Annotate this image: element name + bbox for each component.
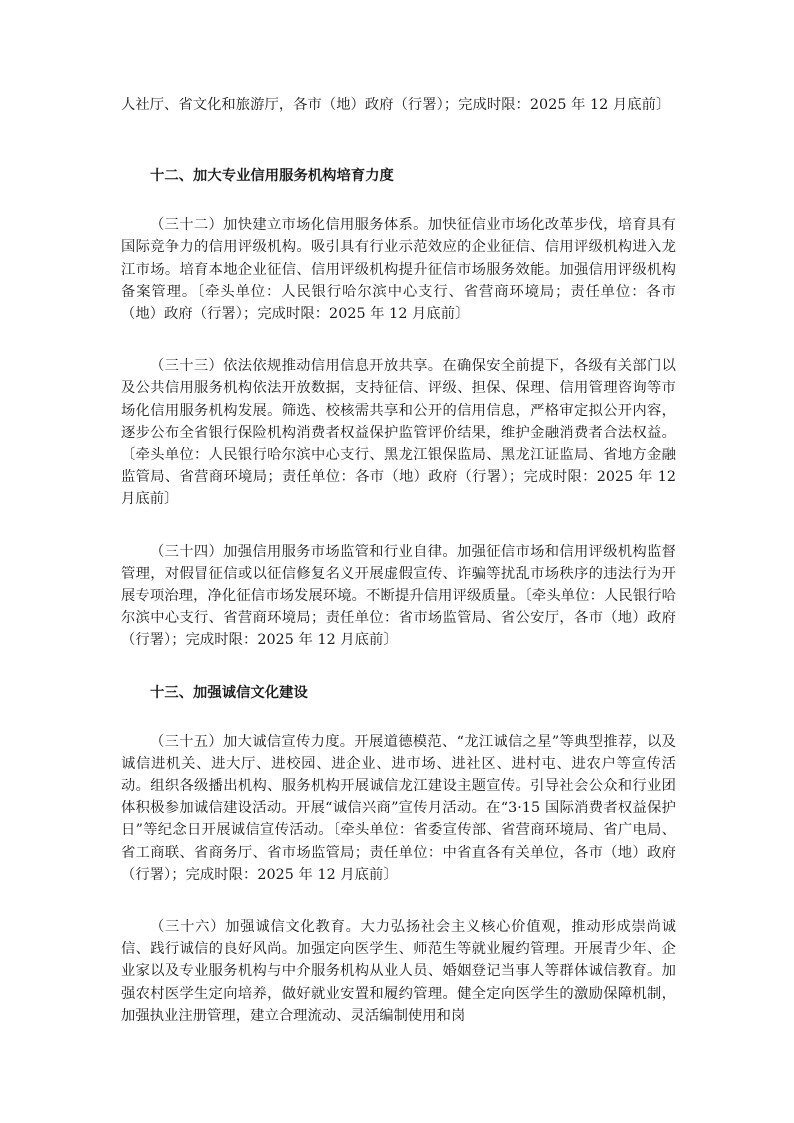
section-heading-12: 十二、加大专业信用服务机构培育力度	[150, 168, 394, 185]
paragraph-36: （三十六）加强诚信文化教育。大力弘扬社会主义核心价值观，推动形成崇尚诚信、践行诚信的良好风尚。加强定向医学生、师范生等就业履约管理。开展青少年、企业家以及专业服务机构与中介服务机构从业人员、婚姻登记当事人等群体诚信教育。加强农村医学生定向培养，做好就业安置和履约管理。健全定向医学生的激励保障机制，加强执业注册管理，建立合理流动、灵活编制使用和岗	[121, 919, 676, 1024]
continued-paragraph: 人社厅、省文化和旅游厅，各市（地）政府（行署）；完成时限：2025 年 12 月底前〕	[121, 97, 671, 113]
paragraph-34: （三十四）加强信用服务市场监管和行业自律。加强征信市场和信用评级机构监督管理，对假冒征信或以征信修复名义开展虚假宣传、诈骗等扰乱市场秩序的违法行为开展专项治理，净化征信市场发展环境。不断提升信用评级质量。〔牵头单位：人民银行哈尔滨中心支行、省营商环境局；责任单位：省市场监管局、省公安厅，各市（地）政府（行署）；完成时限：2025 年 12 月底前〕	[121, 543, 676, 649]
paragraph-32: （三十二）加快建立市场化信用服务体系。加快征信业市场化改革步伐，培育具有国际竞争力的信用评级机构。吸引具有行业示范效应的企业征信、信用评级机构进入龙江市场。培育本地企业征信、信用评级机构提升征信市场服务效能。加强信用评级机构备案管理。〔牵头单位：人民银行哈尔滨中心支行、省营商环境局；责任单位：各市（地）政府（行署）；完成时限：2025 年 12 月底前〕	[121, 217, 676, 323]
section-heading-13: 十三、加强诚信文化建设	[150, 684, 308, 701]
paragraph-33: （三十三）依法依规推动信用信息开放共享。在确保安全前提下，各级有关部门以及公共信用服务机构依法开放数据，支持征信、评级、担保、保理、信用管理咨询等市场化信用服务机构发展。筛选、校核需共享和公开的信用信息，严格审定拟公开内容，逐步公布全省银行保险机构消费者权益保护监管评价结果，维护金融消费者合法权益。〔牵头单位：人民银行哈尔滨中心支行、黑龙江银保监局、黑龙江证监局、省地方金融监管局、省营商环境局；责任单位：各市（地）政府（行署）；完成时限：2025 年 12 月底前〕	[121, 358, 676, 508]
paragraph-35: （三十五）加大诚信宣传力度。开展道德模范、“龙江诚信之星”等典型推荐，以及诚信进机关、进大厅、进校园、进企业、进市场、进社区、进村屯、进农户等宣传活动。组织各级播出机构、服务机构开展诚信龙江建设主题宣传。引导社会公众和行业团体积极参加诚信建设活动。开展“诚信兴商”宣传月活动。在“3·15 国际消费者权益保护日”等纪念日开展诚信宣传活动。〔牵头单位：省委宣传部、省营商环境局、省广电局、省工商联、省商务厅、省市场监管局；责任单位：中省直各有关单位，各市（地）政府（行署）；完成时限：2025 年 12 月底前〕	[121, 733, 676, 883]
document-page	[121, 94, 676, 1027]
